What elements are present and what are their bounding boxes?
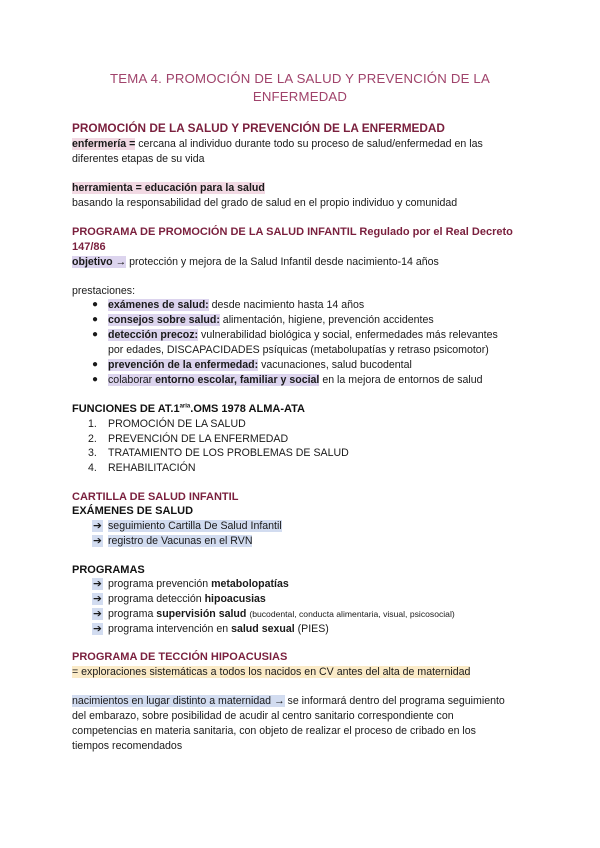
list-item: consejos sobre salud: alimentación, higiene, prevención accidentes (108, 314, 434, 326)
paragraph-line4: tiempos recomendados (72, 740, 183, 752)
list-item: registro de Vacunas en el RVN (108, 535, 253, 547)
bullet-dot: ● (92, 359, 99, 370)
herramienta-text: basando la responsabilidad del grado de salud en el propio individuo y comunidad (72, 197, 458, 209)
section-heading-hipoacusias: PROGRAMA DE TECCIÓN HIPOACUSIAS (72, 651, 288, 663)
page-title-line2: ENFERMEDAD (252, 89, 348, 104)
list-item: programa supervisión salud (bucodental, conducta alimentaria, visual, psicosocial) (108, 608, 455, 620)
enfermeria-text: cercana al individuo durante todo su proceso de salud/enfermedad en las (135, 138, 483, 150)
enfermeria-text-cont: diferentes etapas de su vida (72, 153, 205, 165)
list-item: PROMOCIÓN DE LA SALUD (108, 418, 246, 430)
section-heading-cartilla: CARTILLA DE SALUD INFANTIL (72, 491, 239, 503)
enfermeria-line (72, 137, 483, 151)
paragraph-line3: competencias en materia sanitaria, con objeto de realizar el proceso de cribado en los (72, 725, 476, 737)
subheading-examenes: EXÁMENES DE SALUD (72, 505, 194, 517)
section-heading-programa-line2: 147/86 (72, 241, 106, 253)
list-item: REHABILITACIÓN (108, 462, 196, 474)
herramienta-term: herramienta = educación para la salud (72, 182, 265, 194)
paragraph-line2: del embarazo, sobre posibilidad de acudir al centro sanitario correspondiente con (72, 710, 454, 722)
enfermeria-term: enfermería = (72, 138, 136, 150)
section-heading-funciones: FUNCIONES DE $AT.1^{aria}.OMS$ 1978 ALMA-ATA (72, 403, 305, 415)
page-title-line1: TEMA 4. PROMOCIÓN DE LA SALUD Y PREVENCIÓN DE LA (110, 71, 490, 86)
objetivo-term: objetivo → (72, 256, 127, 268)
list-item: seguimiento Cartilla De Salud Infantil (108, 520, 282, 532)
list-item: exámenes de salud: desde nacimiento hasta 14 años (108, 299, 365, 311)
arrow-icon: ➔ (93, 623, 102, 635)
list-item: programa prevención metabolopatías (108, 578, 289, 590)
list-item-cont: por edades, DISCAPACIDADES psíquicas (metabolupatías y retraso psicomotor) (108, 344, 489, 356)
list-number: 1. (88, 418, 97, 430)
list-item: detección precoz: vulnerabilidad biológica y social, enfermedades más relevantes (108, 329, 498, 341)
paragraph-line1: nacimientos en lugar distinto a maternidad → se informará dentro del programa seguimiento (72, 695, 505, 707)
arrow-icon: ➔ (93, 535, 102, 547)
section-heading-promocion: PROMOCIÓN DE LA SALUD Y PREVENCIÓN DE LA ENFERMEDAD (72, 121, 445, 135)
section-heading-programa-line1: PROGRAMA DE PROMOCIÓN DE LA SALUD INFANTIL Regulado por el Real Decreto (72, 226, 513, 238)
bullet-dot: ● (92, 299, 99, 310)
bullet-dot: ● (92, 374, 99, 385)
list-item: programa detección hipoacusias (108, 593, 266, 605)
objetivo-line (72, 255, 439, 269)
list-item: colaborar entorno escolar, familiar y social en la mejora de entornos de salud (108, 374, 483, 386)
arrow-icon: ➔ (93, 520, 102, 532)
list-number: 2. (88, 433, 97, 445)
arrow-icon: ➔ (93, 578, 102, 590)
arrow-icon: ➔ (93, 593, 102, 605)
bullet-dot: ● (92, 314, 99, 325)
prestaciones-label: prestaciones: (72, 285, 136, 297)
list-item: programa intervención en salud sexual (PIES) (108, 623, 329, 635)
bullet-dot: ● (92, 329, 99, 340)
arrow-icon: ➔ (93, 608, 102, 620)
herramienta-line (72, 181, 265, 195)
list-item: PREVENCIÓN DE LA ENFERMEDAD (108, 433, 289, 445)
list-number: 3. (88, 447, 97, 459)
subheading-programas: PROGRAMAS (72, 564, 145, 576)
objetivo-text: protección y mejora de la Salud Infantil desde nacimiento-14 años (126, 256, 439, 268)
page-title (60, 70, 540, 106)
list-item: TRATAMIENTO DE LOS PROBLEMAS DE SALUD (108, 447, 349, 459)
list-number: 4. (88, 462, 97, 474)
list-item: prevención de la enfermedad: vacunaciones, salud bucodental (108, 359, 412, 371)
definition-line: = exploraciones sistemáticas a todos los nacidos en CV antes del alta de maternidad (72, 666, 471, 678)
